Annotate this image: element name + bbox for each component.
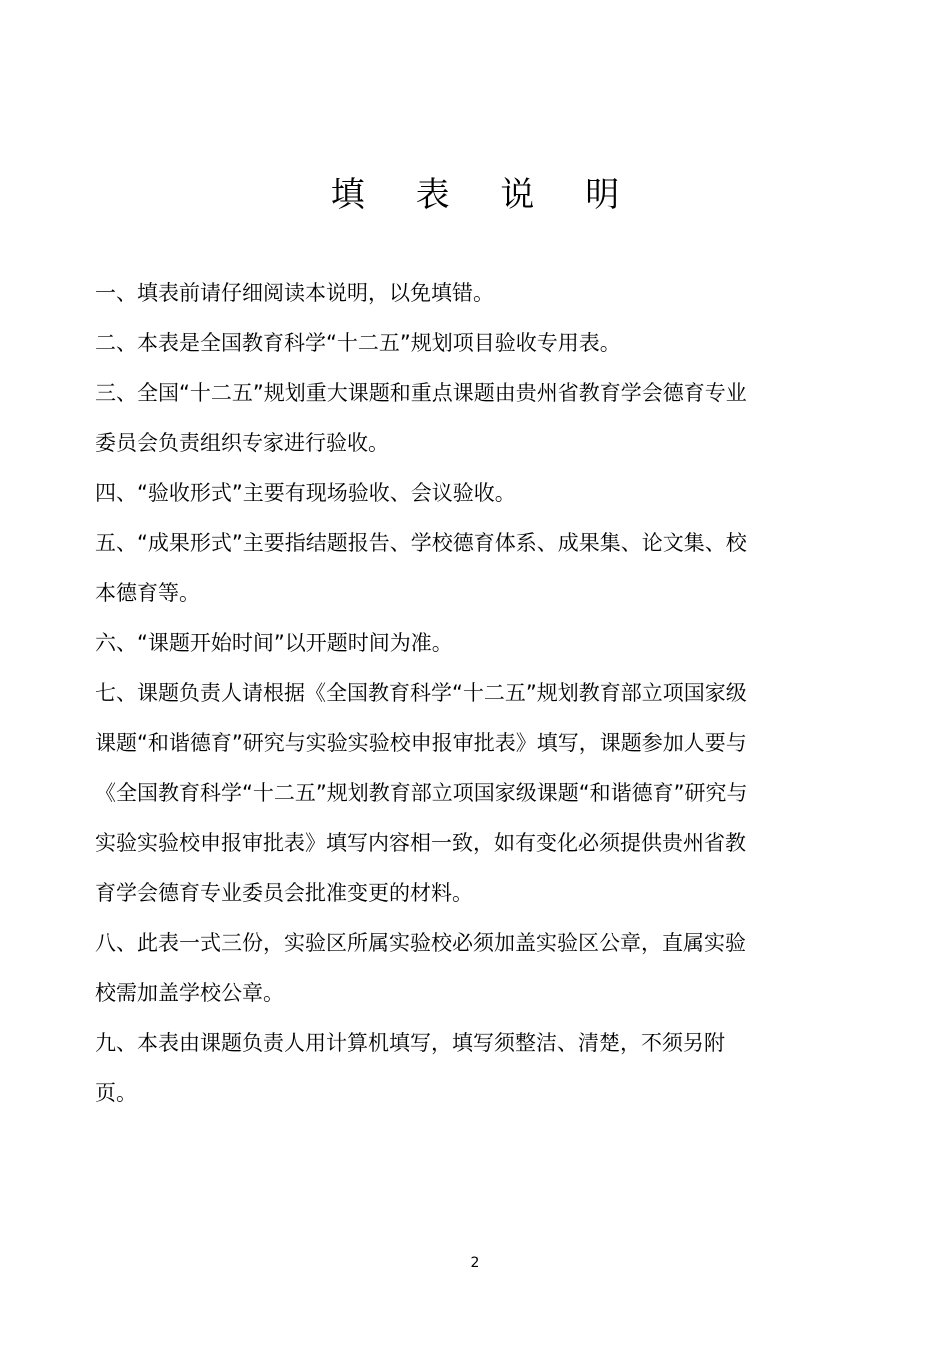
instruction-item-8: 八、此表一式三份，实验区所属实验校必须加盖实验区公章，直属实验校需加盖学校公章。 [95, 931, 746, 1005]
instructions-list [95, 268, 765, 1118]
page-number: 2 [470, 1255, 480, 1271]
instruction-item-6: 六、“课题开始时间”以开题时间为准。 [95, 631, 453, 655]
instruction-item-4: 四、“验收形式”主要有现场验收、会议验收。 [95, 481, 516, 505]
instruction-item-3: 三、全国“十二五”规划重大课题和重点课题由贵州省教育学会德育专业委员会负责组织专家进行验收。 [95, 381, 747, 455]
instruction-item-2: 二、本表是全国教育科学“十二五”规划项目验收专用表。 [95, 331, 621, 355]
page-title: 填 表 说 明 [330, 175, 640, 215]
instruction-item-5: 五、“成果形式”主要指结题报告、学校德育体系、成果集、论文集、校本德育等。 [95, 531, 747, 605]
instruction-item-9: 九、本表由课题负责人用计算机填写，填写须整洁、清楚，不须另附页。 [95, 1031, 725, 1105]
instruction-item-1: 一、填表前请仔细阅读本说明，以免填错。 [95, 281, 494, 305]
instruction-item-7: 七、课题负责人请根据《全国教育科学“十二五”规划教育部立项国家级课题“和谐德育”研究与实验实验校申报审批表》填写，课题参加人要与《全国教育科学“十二五”规划教育部立项国家级课题“和谐德育”研究与实验实验校申报审批表》填写内容相一致，如有变化必须提供贵州省教育学会德育专业委员会批准变更的材料。 [95, 681, 748, 905]
